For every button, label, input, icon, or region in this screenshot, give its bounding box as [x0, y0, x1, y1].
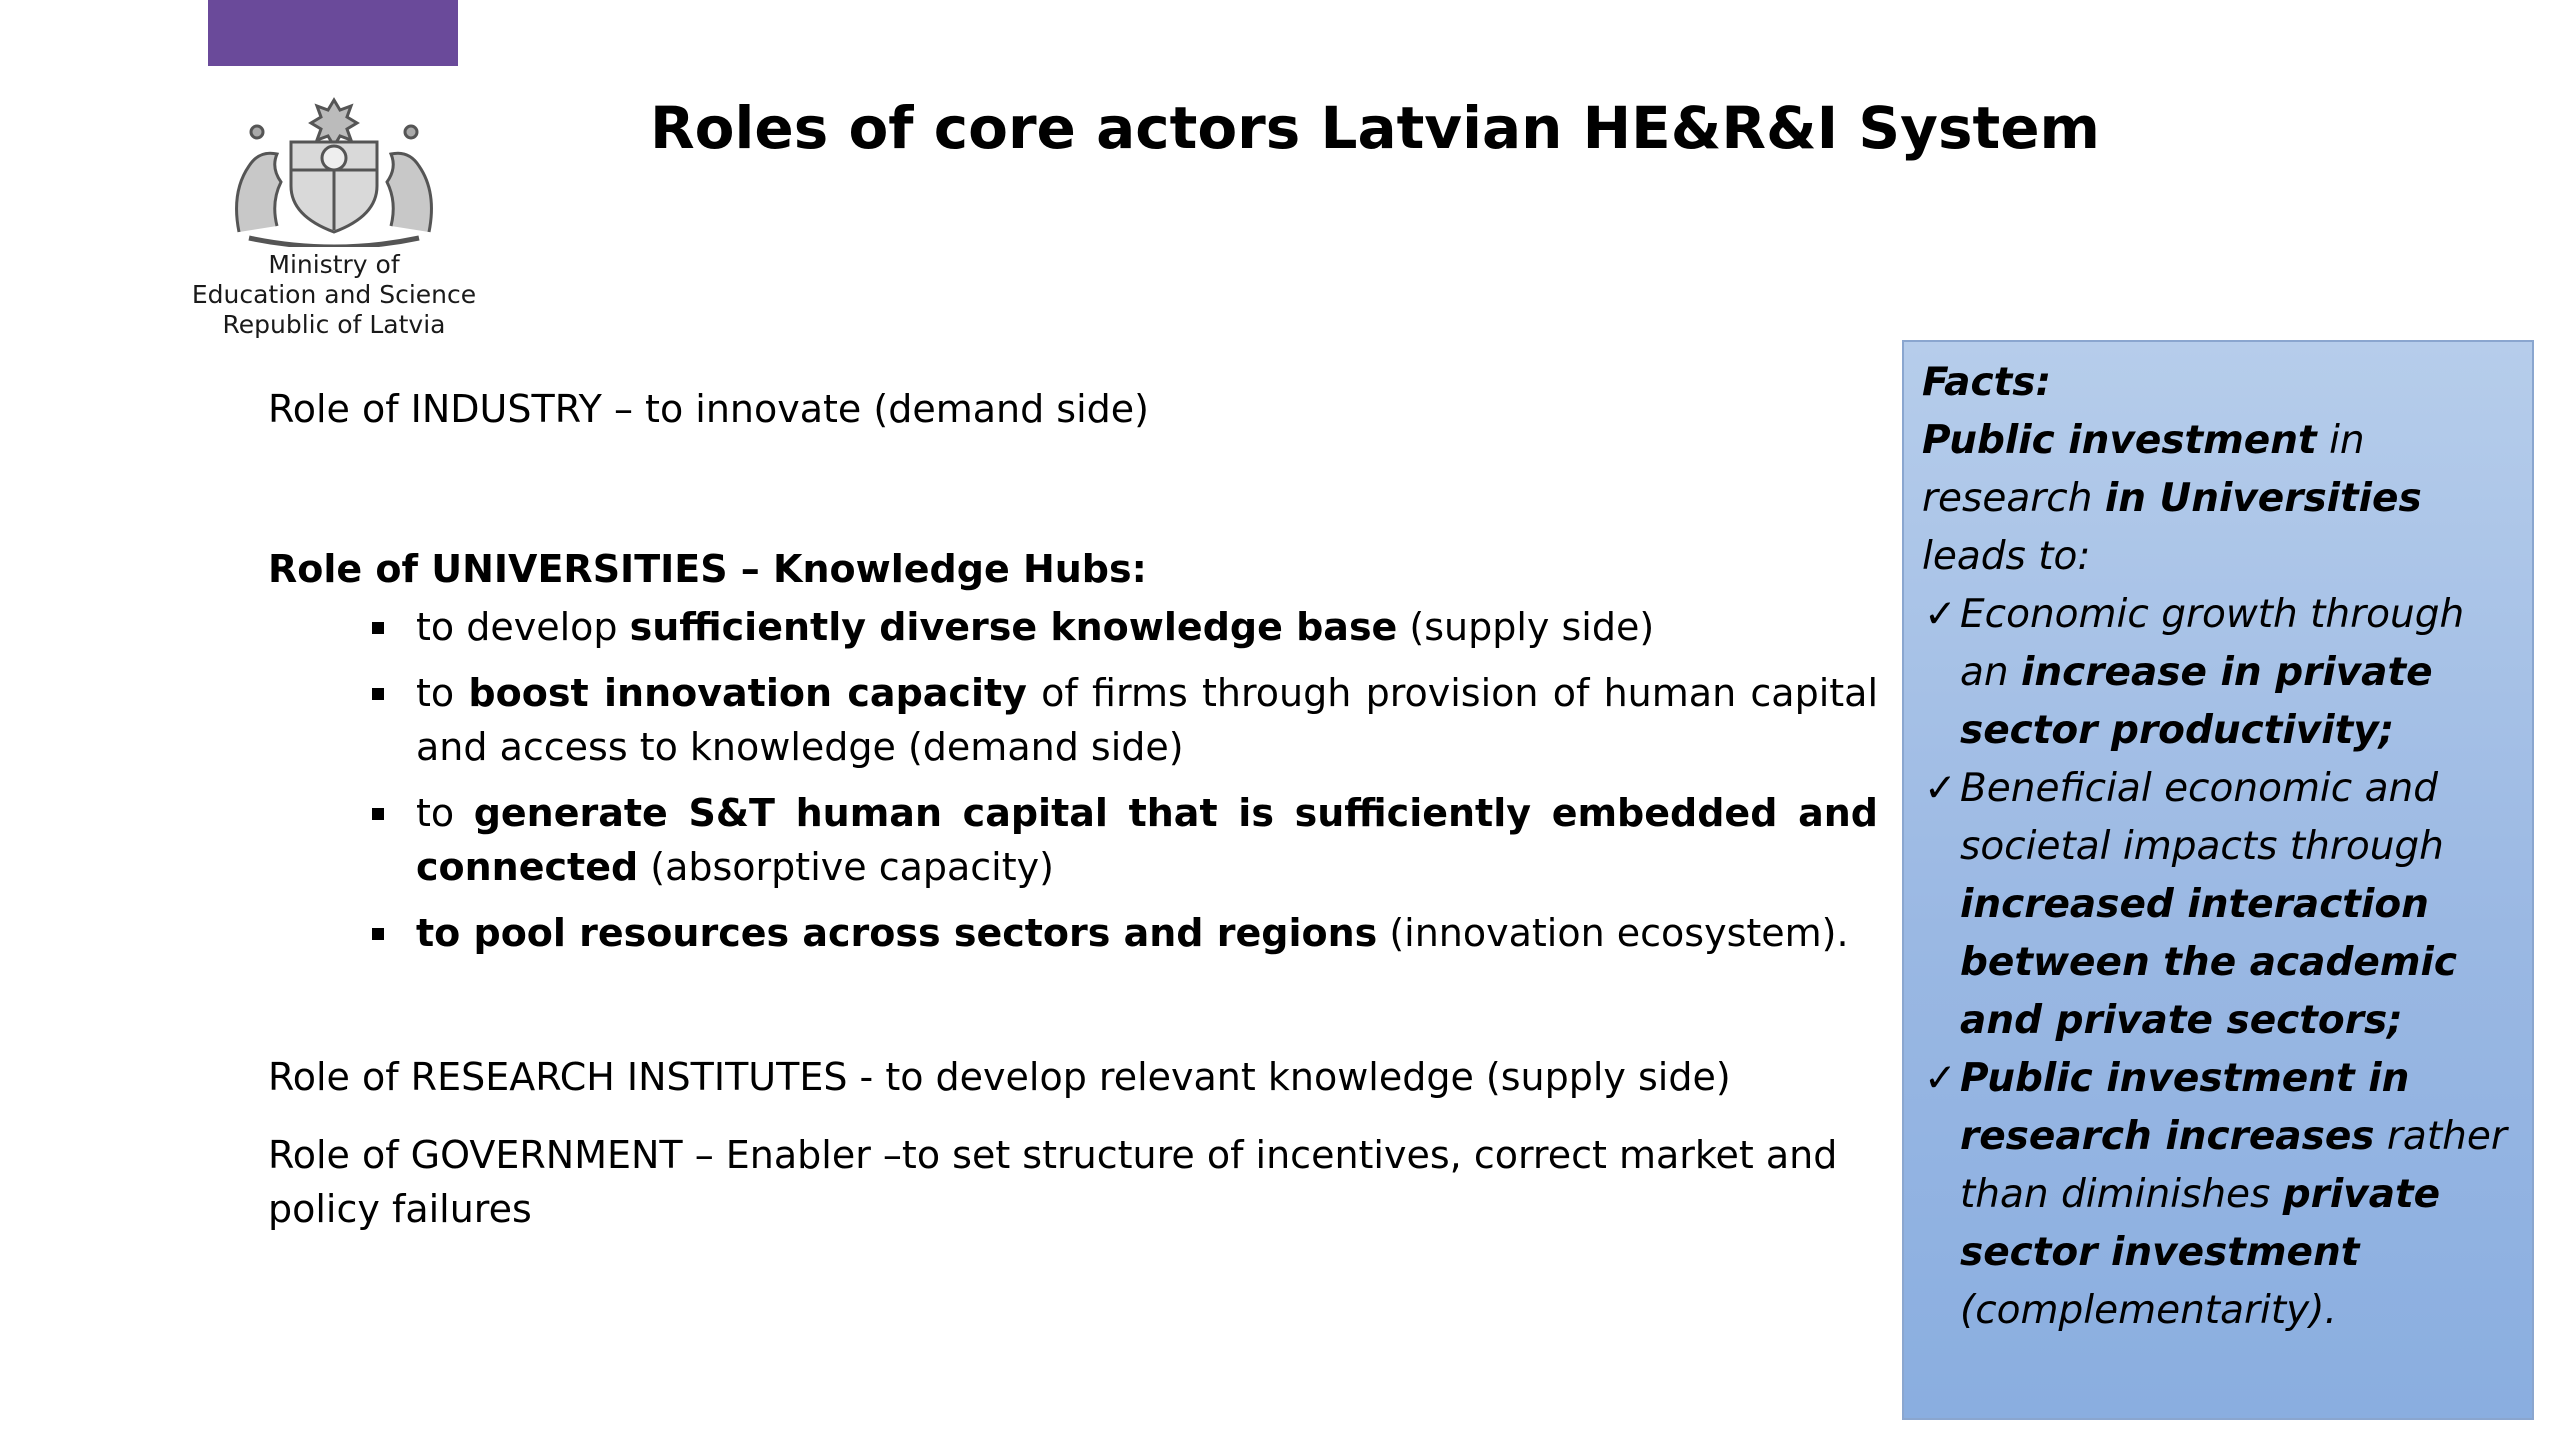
bullet-text: to — [416, 791, 474, 835]
bullet-bold-text: generate S&T human capital that is sufficiently embedded and connected — [416, 791, 1878, 889]
facts-intro-bold: Public investment — [1922, 418, 2317, 463]
bullet-text: (innovation ecosystem). — [1377, 911, 1849, 955]
coat-of-arms-icon — [209, 92, 459, 247]
bullet-text: of firms through provision of human capital and access to knowledge (demand side) — [416, 671, 1879, 769]
ministry-line-1: Ministry of — [268, 250, 400, 279]
facts-item-text: (complementarity). — [1960, 1288, 2337, 1333]
facts-intro-bold: in Universities — [2104, 476, 2422, 521]
facts-item-bold: Public investment in research increases — [1960, 1056, 2410, 1159]
facts-item-text: Economic growth through an — [1960, 592, 2465, 695]
bullet-bold-text: sufficiently diverse knowledge base — [629, 605, 1398, 649]
list-item — [416, 666, 1878, 774]
ministry-logo — [160, 92, 508, 342]
header-accent-bar — [208, 0, 458, 66]
list-item — [416, 600, 1878, 654]
list-item — [416, 906, 1878, 960]
facts-intro-text: in research — [1922, 418, 2365, 521]
bullet-bold-text: to pool resources across sectors and regions — [416, 911, 1378, 955]
roles-content — [268, 382, 1878, 1236]
universities-bullet-list — [416, 600, 1878, 960]
role-universities-heading: Role of UNIVERSITIES – Knowledge Hubs: — [268, 547, 1147, 591]
role-industry: Role of INDUSTRY – to innovate (demand side) — [268, 387, 1149, 431]
bullet-text: (absorptive capacity) — [638, 845, 1054, 889]
ministry-line-3: Republic of Latvia — [222, 310, 446, 339]
facts-intro — [1922, 412, 2514, 586]
facts-item-text: rather than diminishes — [1960, 1114, 2507, 1217]
slide-title: Roles of core actors Latvian HE&R&I System — [650, 94, 2100, 162]
list-item — [1922, 760, 2514, 1050]
ministry-line-2: Education and Science — [191, 280, 477, 309]
facts-panel — [1902, 340, 2534, 1420]
role-government: Role of GOVERNMENT – Enabler –to set structure of incentives, correct market and policy failures — [268, 1133, 1838, 1231]
bullet-text: to develop — [416, 605, 630, 649]
facts-item-bold: private sector investment — [1960, 1172, 2441, 1275]
list-item — [1922, 586, 2514, 760]
list-item — [1922, 1050, 2514, 1340]
ministry-name — [160, 250, 508, 340]
facts-list — [1922, 586, 2514, 1340]
facts-intro-text: leads to: — [1922, 534, 2091, 579]
facts-item-bold: increase in private sector productivity; — [1960, 650, 2433, 753]
bullet-text: (supply side) — [1397, 605, 1655, 649]
facts-item-bold: increased interaction between the academic and private sectors; — [1960, 882, 2457, 1043]
bullet-text: to — [416, 671, 469, 715]
facts-item-text: Beneficial economic and societal impacts through — [1960, 766, 2444, 869]
role-research-institutes: Role of RESEARCH INSTITUTES - to develop relevant knowledge (supply side) — [268, 1055, 1731, 1099]
facts-heading: Facts: — [1922, 360, 2052, 405]
list-item — [416, 786, 1878, 894]
bullet-bold-text: boost innovation capacity — [468, 671, 1027, 715]
